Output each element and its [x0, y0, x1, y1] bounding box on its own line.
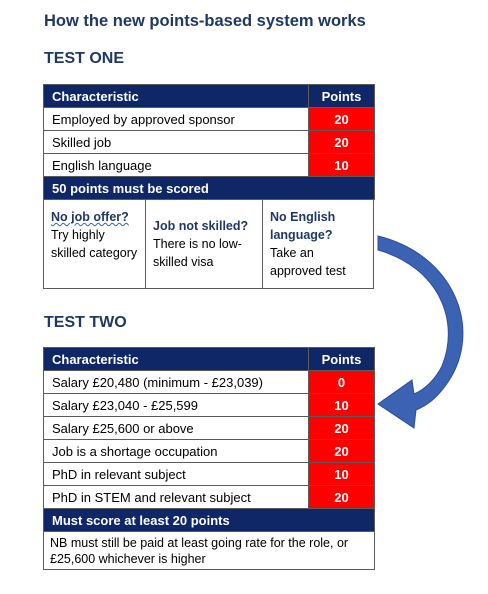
- points-header: Points: [309, 85, 375, 108]
- row-points: 10: [309, 154, 375, 177]
- tip-heading: No English language?: [270, 210, 336, 242]
- arrow-shape: [378, 236, 463, 428]
- row-label: Salary £20,480 (minimum - £23,039): [44, 371, 309, 394]
- test-one-heading: TEST ONE: [44, 50, 125, 67]
- page-title: How the new points-based system works: [44, 12, 366, 30]
- test-two-heading: TEST TWO: [44, 314, 127, 331]
- tip-body: Try highly skilled category: [51, 228, 138, 260]
- characteristic-header: Characteristic: [44, 348, 309, 371]
- row-points: 20: [309, 417, 375, 440]
- row-points: 20: [309, 131, 375, 154]
- summary-text: Must score at least 20 points: [44, 509, 375, 532]
- row-points: 20: [309, 108, 375, 131]
- characteristic-header: Characteristic: [44, 85, 309, 108]
- row-label: PhD in relevant subject: [44, 463, 309, 486]
- tip-heading: Job not skilled?: [153, 219, 249, 233]
- tip-heading: No job offer?: [51, 210, 129, 224]
- row-label: Employed by approved sponsor: [44, 108, 309, 131]
- row-points: 20: [309, 440, 375, 463]
- row-label: Job is a shortage occupation: [44, 440, 309, 463]
- row-label: Salary £23,040 - £25,599: [44, 394, 309, 417]
- row-label: Skilled job: [44, 131, 309, 154]
- points-header: Points: [309, 348, 375, 371]
- tip-body: There is no low-skilled visa: [153, 237, 242, 269]
- row-points: 10: [309, 463, 375, 486]
- row-points: 10: [309, 394, 375, 417]
- row-label: PhD in STEM and relevant subject: [44, 486, 309, 509]
- row-label: Salary £25,600 or above: [44, 417, 309, 440]
- row-label: English language: [44, 154, 309, 177]
- row-points: 20: [309, 486, 375, 509]
- tip-body: Take an approved test: [270, 246, 346, 278]
- summary-text: 50 points must be scored: [44, 177, 375, 200]
- row-points: 0: [309, 371, 375, 394]
- note-text: NB must still be paid at least going rate for the role, or £25,600 whichever is higher: [44, 532, 375, 570]
